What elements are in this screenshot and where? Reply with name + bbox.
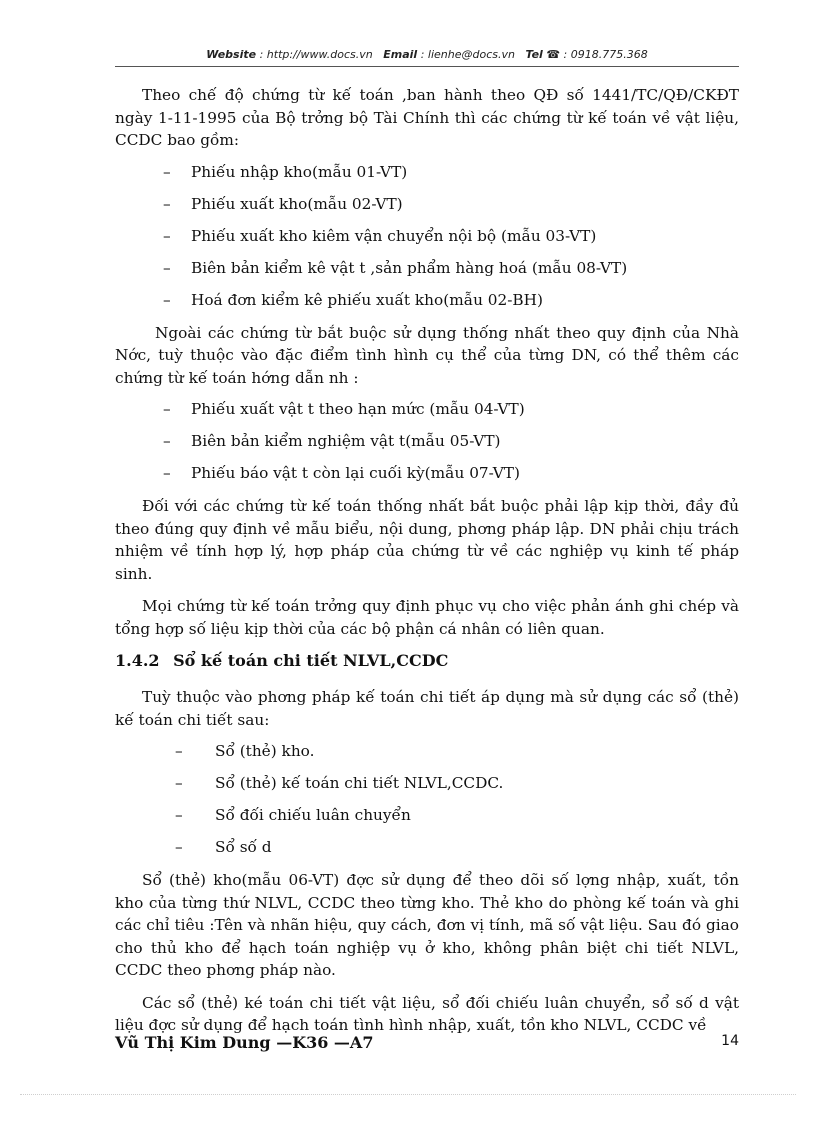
dash-bullet: – — [163, 400, 171, 418]
email-value: : lienhe@docs.vn — [420, 48, 515, 61]
dash-bullet: – — [175, 774, 183, 792]
page-header — [115, 48, 739, 64]
dash-bullet: – — [163, 226, 171, 245]
guidance-documents-list — [115, 399, 739, 483]
dash-bullet: – — [175, 742, 183, 760]
list-item: – Sổ số d — [175, 838, 272, 856]
bottom-dotted-rule — [20, 1094, 796, 1095]
list-item: – Sổ đối chiếu luân chuyển — [175, 806, 411, 824]
intro-paragraph: Theo chế độ chứng từ kế toán ,ban hành theo QĐ số 1441/TC/QĐ/CKĐT ngày 1-11-1995 của Bộ trởng bộ Tài Chính thì các chứng từ kế toán về vật liệu, CCDC bao gồm: — [115, 86, 739, 149]
dash-bullet: – — [175, 838, 183, 856]
list-item: – Biên bản kiểm kê vật t ,sản phẩm hàng hoá (mẫu 08-VT) — [163, 258, 628, 277]
dash-bullet: – — [163, 258, 171, 277]
page-number: 14 — [721, 1033, 739, 1049]
ledger-intro-paragraph: Tuỳ thuộc vào phơng pháp kế toán chi tiết áp dụng mà sử dụng các sổ (thẻ) kế toán chi tiết sau: — [115, 688, 739, 729]
ledger-list — [115, 741, 739, 857]
dash-bullet: – — [163, 290, 171, 309]
stock-card-paragraph: Sổ (thẻ) kho(mẫu 06-VT) đợc sử dụng để theo dõi số lợng nhập, xuất, tồn kho của từng thứ NLVL, CCDC theo từng kho. Thẻ kho do phòng kế toán và ghi các chỉ tiêu :Tên và nhãn hiệu, quy cách, đơn vị tính, mã số vật liệu. Sau đó giao cho thủ kho để hạch toán nghiệp vụ ở kho, không phân biệt chi tiết NLVL, CCDC theo phơng pháp nào. — [115, 871, 739, 979]
dash-bullet: – — [175, 806, 183, 824]
page-footer — [115, 1033, 739, 1057]
list-item: – Phiếu xuất vật t theo hạn mức (mẫu 04-VT) — [163, 400, 525, 418]
additional-documents-paragraph: Ngoài các chứng từ bắt buộc sử dụng thống nhất theo quy định của Nhà Nớc, tuỳ thuộc vào đặc điểm tình hình cụ thể của từng DN, có thể thêm các chứng từ kế toán hớng dẫn nh : — [115, 323, 739, 387]
list-item: – Phiếu xuất kho(mẫu 02-VT) — [163, 194, 403, 213]
list-item: – Sổ (thẻ) kho. — [175, 742, 315, 760]
website-value: : http://www.docs.vn — [259, 48, 373, 61]
detail-ledger-paragraph: Các sổ (thẻ) ké toán chi tiết vật liệu, sổ đối chiếu luân chuyển, sổ số d vật liệu đợc sử dụng để hạch toán tình hình nhập, xuất, tồn kho NLVL, CCDC về — [115, 993, 739, 1034]
required-documents-list — [115, 162, 739, 310]
dash-bullet: – — [163, 162, 171, 181]
tel-value: : 0918.775.368 — [563, 48, 648, 61]
page-content — [115, 84, 739, 1047]
author-line: Vũ Thị Kim Dung —K36 —A7 — [115, 1033, 374, 1052]
section-heading — [115, 650, 739, 672]
list-item: – Hoá đơn kiểm kê phiếu xuất kho(mẫu 02-BH) — [163, 290, 543, 309]
website-label: Website — [206, 48, 257, 61]
list-item: – Sổ (thẻ) kế toán chi tiết NLVL,CCDC. — [175, 774, 504, 792]
list-item: – Phiếu nhập kho(mẫu 01-VT) — [163, 162, 408, 181]
list-item: – Phiếu báo vật t còn lại cuối kỳ(mẫu 07-VT) — [163, 464, 520, 482]
responsibility-paragraph: Đối với các chứng từ kế toán thống nhất bắt buộc phải lập kịp thời, đầy đủ theo đúng quy định về mẫu biểu, nội dung, phơng pháp lập. DN phải chịu trách nhiệm về tính hợp lý, hợp pháp của chứng từ về các nghiệp vụ kinh tế pháp sinh. — [115, 497, 739, 583]
regulation-paragraph: Mọi chứng từ kế toán trởng quy định phục vụ cho việc phản ánh ghi chép và tổng hợp số liệu kịp thời của các bộ phận cá nhân có liên quan. — [115, 597, 739, 638]
list-item: – Phiếu xuất kho kiêm vận chuyển nội bộ (mẫu 03-VT) — [163, 226, 597, 245]
dash-bullet: – — [163, 194, 171, 213]
dash-bullet: – — [163, 432, 171, 450]
phone-icon: ☎ — [546, 48, 561, 61]
tel-label: Tel — [525, 48, 543, 61]
section-number: 1.4.2 — [115, 651, 160, 670]
list-item: – Biên bản kiểm nghiệm vật t(mẫu 05-VT) — [163, 432, 501, 450]
dash-bullet: – — [163, 464, 171, 482]
header-divider — [115, 66, 739, 67]
section-title: Sổ kế toán chi tiết NLVL,CCDC — [173, 651, 449, 670]
email-label: Email — [383, 48, 418, 61]
